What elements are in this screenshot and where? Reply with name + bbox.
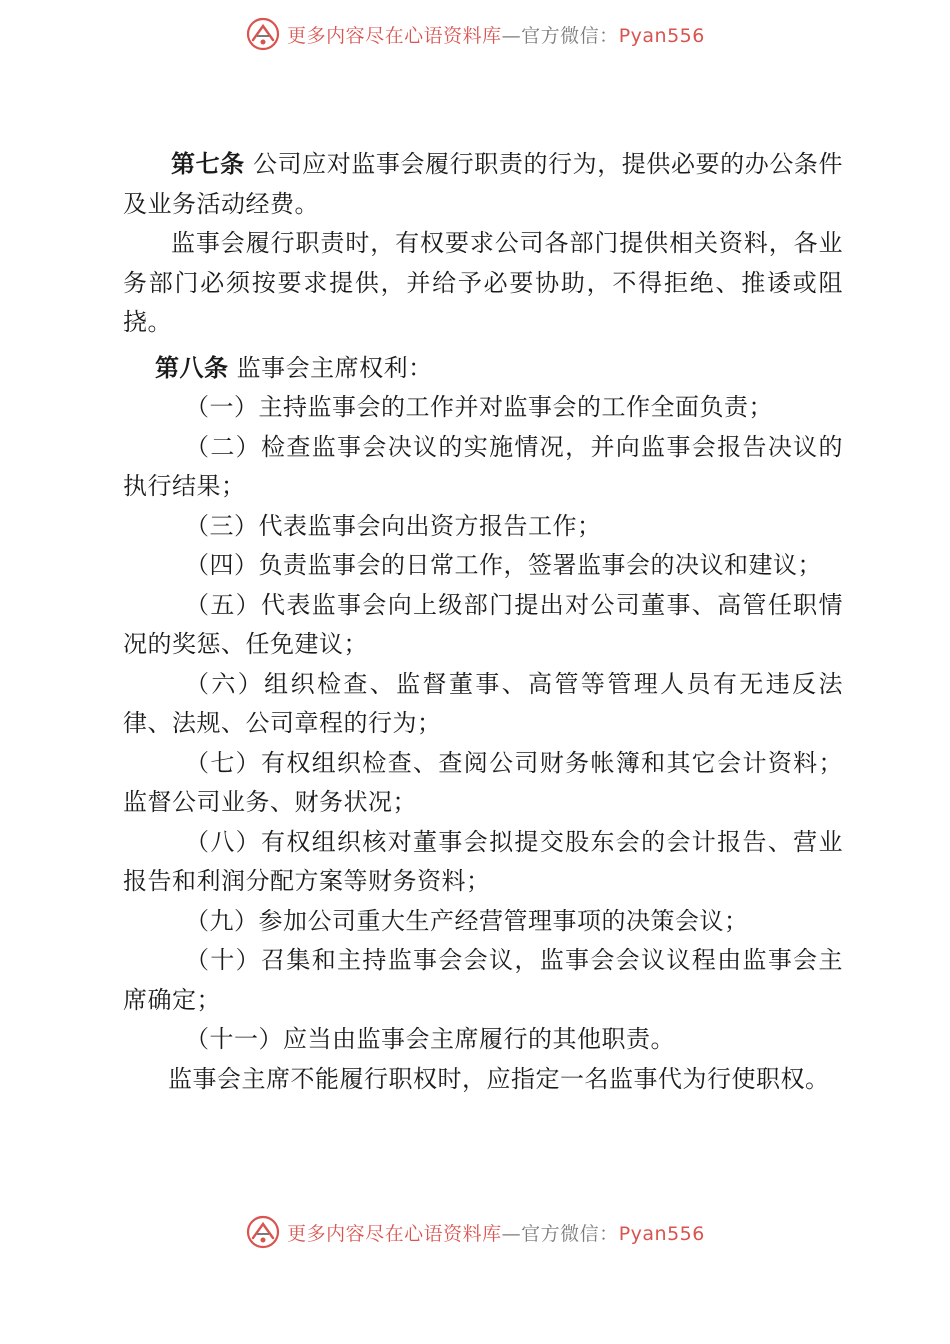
list-item: （九）参加公司重大生产经营管理事项的决策会议； <box>185 906 749 935</box>
article-7-title: 第七条 <box>171 150 245 178</box>
watermark-wechat-label: —官方微信： <box>501 1222 619 1245</box>
document-body <box>123 145 843 1099</box>
article-7-text: 公司应对监事会履行职责的行为，提供必要的办公条件及业务活动经费。 <box>123 150 843 218</box>
list-item: （五）代表监事会向上级部门提出对公司董事、高管任职情况的奖惩、任免建议； <box>123 590 843 658</box>
watermark-text <box>287 1219 705 1246</box>
list-item: （四）负责监事会的日常工作，签署监事会的决议和建议； <box>185 551 822 579</box>
list-item: （二）检查监事会决议的实施情况，并向监事会报告决议的执行结果； <box>123 432 843 500</box>
watermark-title: 更多内容尽在心语资料库 <box>287 1222 502 1245</box>
watermark-title: 更多内容尽在心语资料库 <box>287 24 502 47</box>
article-8-closing: 监事会主席不能履行职权时，应指定一名监事代为行使职权。 <box>168 1064 830 1093</box>
logo-book-icon <box>245 1214 281 1250</box>
article-8-title: 第八条 <box>155 353 229 382</box>
watermark-text <box>287 21 705 48</box>
list-item: （八）有权组织核对董事会拟提交股东会的会计报告、营业报告和利润分配方案等财务资料； <box>123 827 843 895</box>
article-8-paragraph <box>123 349 843 389</box>
article-7-paragraph-2: 监事会履行职责时，有权要求公司各部门提供相关资料，各业务部门必须按要求提供，并给予必要协助，不得拒绝、推诿或阻挠。 <box>123 229 843 336</box>
list-item: （六）组织检查、监督董事、高管等管理人员有无违反法律、法规、公司章程的行为； <box>123 669 843 737</box>
list-item: （七）有权组织检查、查阅公司财务帐簿和其它会计资料；监督公司业务、财务状况； <box>123 748 843 816</box>
logo-book-icon <box>245 16 281 52</box>
list-item: （一）主持监事会的工作并对监事会的工作全面负责； <box>185 393 773 421</box>
list-item: （十）召集和主持监事会会议，监事会会议议程由监事会主席确定； <box>123 946 843 1014</box>
watermark-wechat-id: Pyan556 <box>618 24 705 47</box>
watermark-banner-top <box>0 14 950 54</box>
watermark-wechat-id: Pyan556 <box>618 1222 705 1245</box>
watermark-wechat-label: —官方微信： <box>501 24 619 47</box>
article-8-text: 监事会主席权利： <box>236 353 433 382</box>
list-item: （十一）应当由监事会主席履行的其他职责。 <box>185 1025 675 1053</box>
watermark-banner-bottom <box>0 1212 950 1252</box>
article-7-paragraph <box>123 145 843 224</box>
list-item: （三）代表监事会向出资方报告工作； <box>185 511 602 540</box>
